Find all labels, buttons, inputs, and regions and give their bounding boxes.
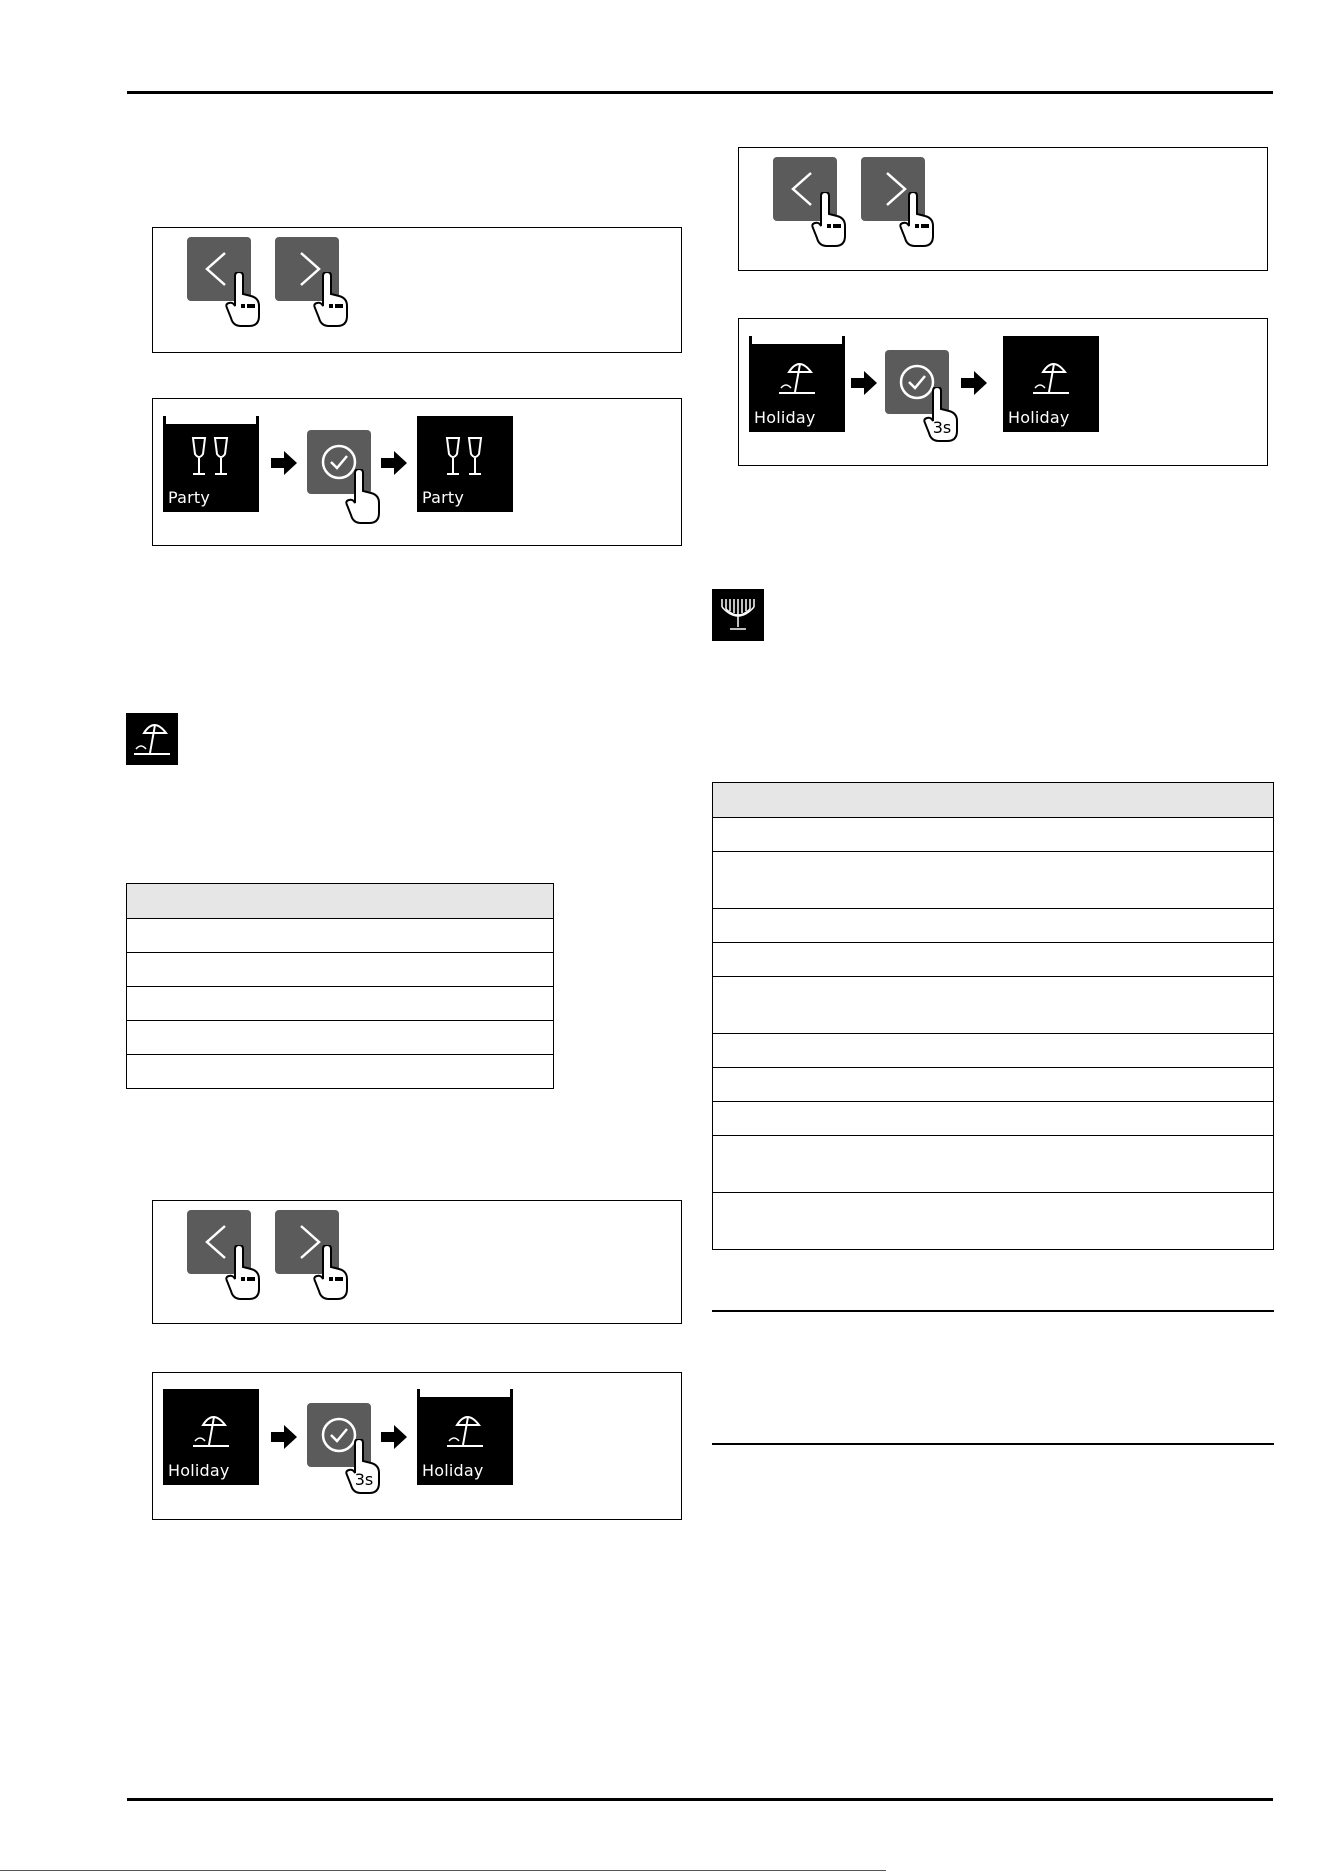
table-row bbox=[127, 919, 554, 953]
party-label: Party bbox=[422, 488, 465, 507]
tap-hand-icon bbox=[225, 1245, 261, 1301]
bottom-rule bbox=[127, 1798, 1273, 1801]
holiday-umbrella-icon bbox=[439, 1405, 491, 1457]
table-row bbox=[127, 987, 554, 1021]
holiday-label: Holiday bbox=[422, 1461, 484, 1480]
selection-bar bbox=[752, 336, 842, 344]
nav-buttons-figure bbox=[152, 227, 682, 353]
table-row bbox=[127, 1021, 554, 1055]
table-row bbox=[127, 1055, 554, 1089]
tap-hand-icon bbox=[899, 192, 935, 248]
top-rule bbox=[127, 91, 1273, 94]
holiday-umbrella-icon bbox=[126, 713, 178, 765]
arrow-right-icon bbox=[271, 451, 297, 475]
tap-hand-icon bbox=[313, 1245, 349, 1301]
table-row bbox=[713, 1136, 1274, 1193]
table-row bbox=[713, 1193, 1274, 1250]
champagne-glasses-icon bbox=[185, 432, 237, 484]
sabbath-settings-table bbox=[712, 782, 1274, 1250]
holiday-sequence-figure bbox=[152, 1372, 682, 1520]
note-bottom-rule bbox=[712, 1443, 1274, 1445]
table-row bbox=[127, 953, 554, 987]
hold-duration-text: 3s bbox=[354, 1470, 374, 1489]
selection-bar bbox=[420, 1389, 510, 1397]
holiday-screen-after bbox=[417, 1389, 513, 1485]
holiday-screen-before bbox=[749, 336, 845, 432]
holiday-umbrella-icon bbox=[771, 352, 823, 404]
press-hold-hand-icon bbox=[345, 1439, 381, 1495]
table-row bbox=[713, 1102, 1274, 1136]
holiday-umbrella-icon bbox=[185, 1405, 237, 1457]
party-screen-after bbox=[417, 416, 513, 512]
party-sequence-figure bbox=[152, 398, 682, 546]
tap-hand-icon bbox=[811, 192, 847, 248]
tap-hand-icon bbox=[225, 272, 261, 328]
tap-hand-icon bbox=[345, 469, 381, 525]
holiday-umbrella-icon bbox=[1025, 352, 1077, 404]
arrow-right-icon bbox=[851, 371, 877, 395]
holiday-label: Holiday bbox=[168, 1461, 230, 1480]
holiday-settings-table bbox=[126, 883, 554, 1089]
arrow-right-icon bbox=[271, 1425, 297, 1449]
party-label: Party bbox=[168, 488, 211, 507]
tap-hand-icon bbox=[313, 272, 349, 328]
party-screen-before bbox=[163, 416, 259, 512]
holiday-screen-after bbox=[1003, 336, 1099, 432]
nav-buttons-figure bbox=[152, 1200, 682, 1324]
selection-bar bbox=[166, 416, 256, 424]
table-row bbox=[713, 1068, 1274, 1102]
table-row bbox=[713, 818, 1274, 852]
holiday-screen-before bbox=[163, 1389, 259, 1485]
champagne-glasses-icon bbox=[439, 432, 491, 484]
table-header-row bbox=[127, 884, 554, 919]
holiday-label: Holiday bbox=[1008, 408, 1070, 427]
nav-buttons-figure bbox=[738, 147, 1268, 271]
footer-thin-rule bbox=[0, 1870, 886, 1871]
holiday-sequence-figure bbox=[738, 318, 1268, 466]
arrow-right-icon bbox=[381, 451, 407, 475]
table-row bbox=[713, 852, 1274, 909]
note-top-rule bbox=[712, 1310, 1274, 1312]
table-row bbox=[713, 943, 1274, 977]
table-header-row bbox=[713, 783, 1274, 818]
press-hold-hand-icon bbox=[923, 387, 959, 443]
holiday-label: Holiday bbox=[754, 408, 816, 427]
arrow-right-icon bbox=[381, 1425, 407, 1449]
hold-duration-text: 3s bbox=[932, 418, 952, 437]
table-row bbox=[713, 977, 1274, 1034]
sabbath-menorah-icon bbox=[712, 589, 764, 641]
arrow-right-icon bbox=[961, 371, 987, 395]
table-row bbox=[713, 1034, 1274, 1068]
table-row bbox=[713, 909, 1274, 943]
